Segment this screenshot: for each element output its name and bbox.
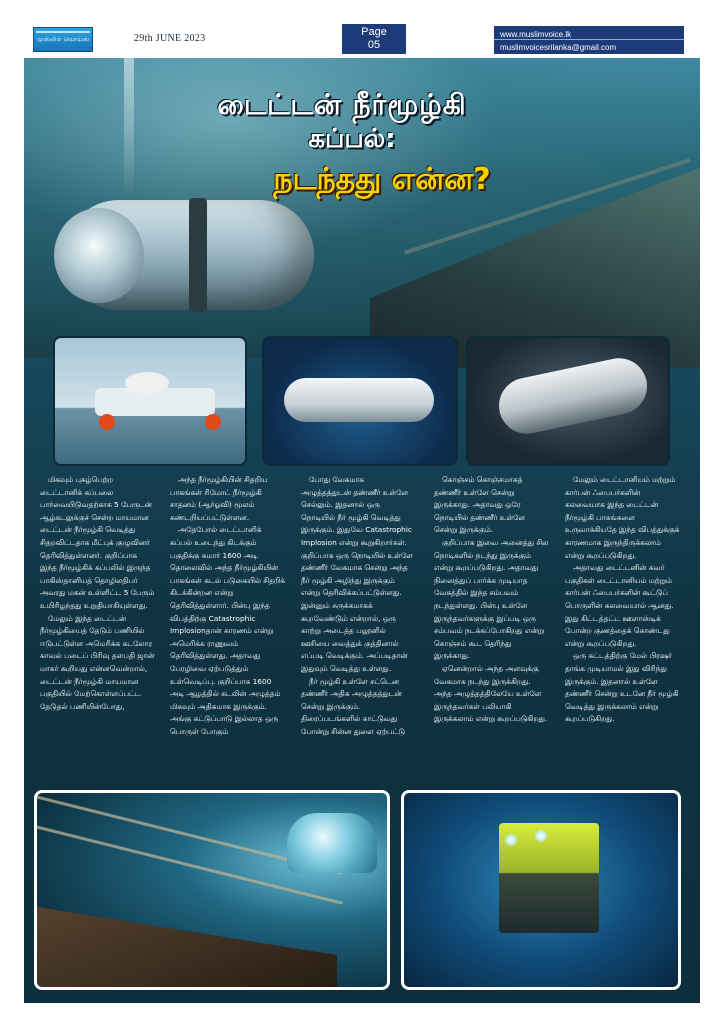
article-paragraph: கொஞ்சம் கொஞ்சமாகத் தண்ணீர் உள்ளே சென்று இருக்காது. அதாவது ஒரே நொடியில் தண்ணீர் உள்ளே சென்று இருக்கும். — [434, 475, 526, 535]
titan-submersible — [284, 378, 434, 422]
orange-float — [99, 414, 115, 430]
article-paragraph: நீர் மூழ்கி உள்ளே சட்டென தண்ணீர் அதிக அழுத்தத்துடன் சென்று இருக்கும். திரைப்படங்களில் காட்டுவது போன்று சின்ன துளை ஏற்பட்டு — [301, 676, 405, 736]
article-panel — [24, 58, 700, 1003]
logo-text: முஸ்லிம் வொய்ஸ் — [36, 35, 90, 43]
article-paragraph: அந்த நீர்மூழ்கியின் சிதறிய பாகங்கள் ரிமோட் நீர்மூழ்கி சாதனம் (ஆர்ஓவி) மூலம் கண்டறியப்பட்டுள்ளன. — [170, 475, 268, 522]
rov-light — [534, 829, 548, 843]
contact-box — [494, 26, 684, 54]
headline-line-2: கப்பல்: — [308, 124, 396, 154]
hero-image — [24, 58, 700, 358]
rov-light — [504, 833, 518, 847]
submersible-ring — [189, 198, 207, 312]
article-paragraph: போது வேகமாக அழுத்தத்துடன் தண்ணீர் உள்ளே செல்லும். இதனால் ஒரு நொடியில் நீர் மூழ்கி வெடித்து இருக்கும். இதுவே Catastrophic Implosion என்று கூறுகிறார்கள். குறிப்பாக ஒரு நொடியில் உள்ளே தண்ணீர் வேகமாக சென்று அந்த நீர் மூழ்கி அழிந்து இருக்கும் என்று தெரிவிக்கப்பட்டுள்ளது. இன்னும் சுருக்கமாகக் கூறவேண்டும் என்றால், ஒரு காற்று அடைத்த பலூனில் ஊசியை வைத்துக் குத்தினால் எப்படி வெடிக்கும். அப்படிதான் இதுவும் வெடித்து உள்ளது. — [301, 475, 413, 673]
photo-rov — [401, 790, 681, 990]
page-header — [0, 0, 724, 58]
newspaper-logo — [33, 27, 93, 52]
page-number: 05 — [367, 39, 381, 51]
contact-divider — [494, 39, 684, 40]
headline-line-1: டைட்டன் நீர்மூழ்கி — [217, 88, 467, 121]
wreck-bow — [37, 883, 337, 990]
article-paragraph: ஒரு கட்டத்திற்கு மேல் பிரஷர் தாங்க முடியாமல் இது விரிந்து இருக்கும். இதனால் உள்ளே தண்ணீர் சென்று உடனே நீர் மூழ்கி வெடித்து இருக்கலாம் என்று கூறப்படுகிறது. — [565, 651, 679, 724]
titan-submersible-closeup — [494, 353, 652, 439]
email-link[interactable]: muslimvoicesrilanka@gmail.com — [500, 43, 617, 52]
photo-wreck-bow — [34, 790, 390, 990]
photo-surface-platform — [53, 336, 247, 466]
exploration-submersible — [287, 813, 377, 873]
issue-date: 29th JUNE 2023 — [134, 33, 206, 44]
article-paragraph: அதாவது டைட்டனின் சுவர் பகுதிகள் டைட்டானியம் மற்றும் கார்பன் ஃபைபர்களின் கூட்டுப் பொருளின் கலவையால் ஆனது. இது கிட்டத்தட்ட ஊளாஸ்டிக் போன்ற குணத்தைக் கொண்டது என்று கூறப்படுகிறது. — [565, 563, 674, 648]
article-paragraph: மிகவும் புகழ்பெற்ற டைட்டானிக் கப்பலை பார்வையிடுவதற்காக 5 பேருடன் ஆழ்கடலுக்குச் சென்ற மாயமான டைட்டன் நீர்மூழ்கி வெடித்து சிதறவிட்டதாக மீட்புக் குழுவினர் தெரிவித்துள்ளனர். குறிப்பாக இந்த நீர்மூழ்கிக் கப்பலில் இருந்த பாகிஸ்தானியத் தொழிலதிபர் அவரது மகன் உள்ளிட்ட 5 பேரும் உயிரிழந்தது உறுதியாகியுள்ளது. — [40, 475, 155, 610]
photo-titan-closeup — [466, 336, 670, 466]
article-paragraph: மேலும் இந்த டைட்டன் நீர்மூழ்கியைத் தேடும் பணியில் ஈடுபட்டுள்ள அமெரிக்க கடலோர காவல் படைப் பிரிவு தளபதி ஜான் மாகர் கூறியது என்னவென்றால், டைட்டன் நீர்மூழ்கி மாயமான பகுதியில் மேற்கொள்ளப்பட்ட தேடுதல் பணியின்போது, — [40, 613, 155, 711]
submersible-dome — [54, 208, 144, 303]
headline-line-3: நடந்தது என்ன? — [273, 162, 491, 197]
website-link[interactable]: www.muslimvoice.lk — [500, 30, 572, 39]
page-label: Page — [361, 26, 387, 38]
orange-float — [205, 414, 221, 430]
photo-titan-underwater — [262, 336, 458, 466]
article-paragraph: மேலும் டைட்டானியம் மற்றும் கார்பன் ஃபைபர்களின் கலவையாக இந்த டைட்டன் நீர்மூழ்கி பாகங்களை உருவாக்கியதே இந்த விபத்துக்குக் காரணமாக இருந்திருக்கலாம் என்று கூறப்படுகிறது. — [565, 475, 680, 560]
article-paragraph: ஏனென்றால் அந்த அளவுக்கு வேகமாக நடந்து இருக்கிறது. அந்த அழுத்தத்திலேயே உள்ளே இருந்தவர்கள் பலியாகி இருக்கலாம் என்று கூறப்படுகிறது. — [434, 663, 548, 724]
article-paragraph: அதேபோல் டைட்டானிக் கப்பல் உடைந்து கிடக்கும் பகுதிக்கு சுமார் 1600 அடி தொலைவில் அந்த நீர்மூழ்கியின் பாகங்கள் கடல் படுகையில் சிதறிக் கிடக்கின்றன என்று தெரிவித்துள்ளார். பின்பு இந்த விபத்திற்கு Catastrophic Implosionதான் காரணம் என்று அமெரிக்க ராணுவம் தெரிவித்துள்ளது. அதாவது பேரழிவை ஏற்படுத்தும் உள்வெடிப்பு. குறிப்பாக 1600 அடி ஆழத்தில் கடலின் அழுத்தம் மிகவும் அதிகமாக இருக்கும். அங்கு கட்டுப்பாடு இல்லாத ஒரு பொருள் போகும் — [170, 525, 285, 736]
logo-band — [36, 31, 90, 33]
page-number-box — [342, 24, 406, 54]
submersible-on-platform — [125, 372, 169, 394]
article-paragraph: குறிப்பாக இவை அனைத்து சில நொடிகளில் நடந்து இருக்கும் என்று கூறப்படுகிறது. அதாவது நினைத்துப் பார்க்க முடியாத வேகத்தில் இந்த சம்பவம் நடந்துள்ளது. பின்பு உள்ளே இருந்தவர்களுக்கு இப்படி ஒரு சம்பவம் நடக்கப்போகிறது என்று கொஞ்சம் கூட தெரிந்து இருக்காது. — [434, 537, 549, 661]
